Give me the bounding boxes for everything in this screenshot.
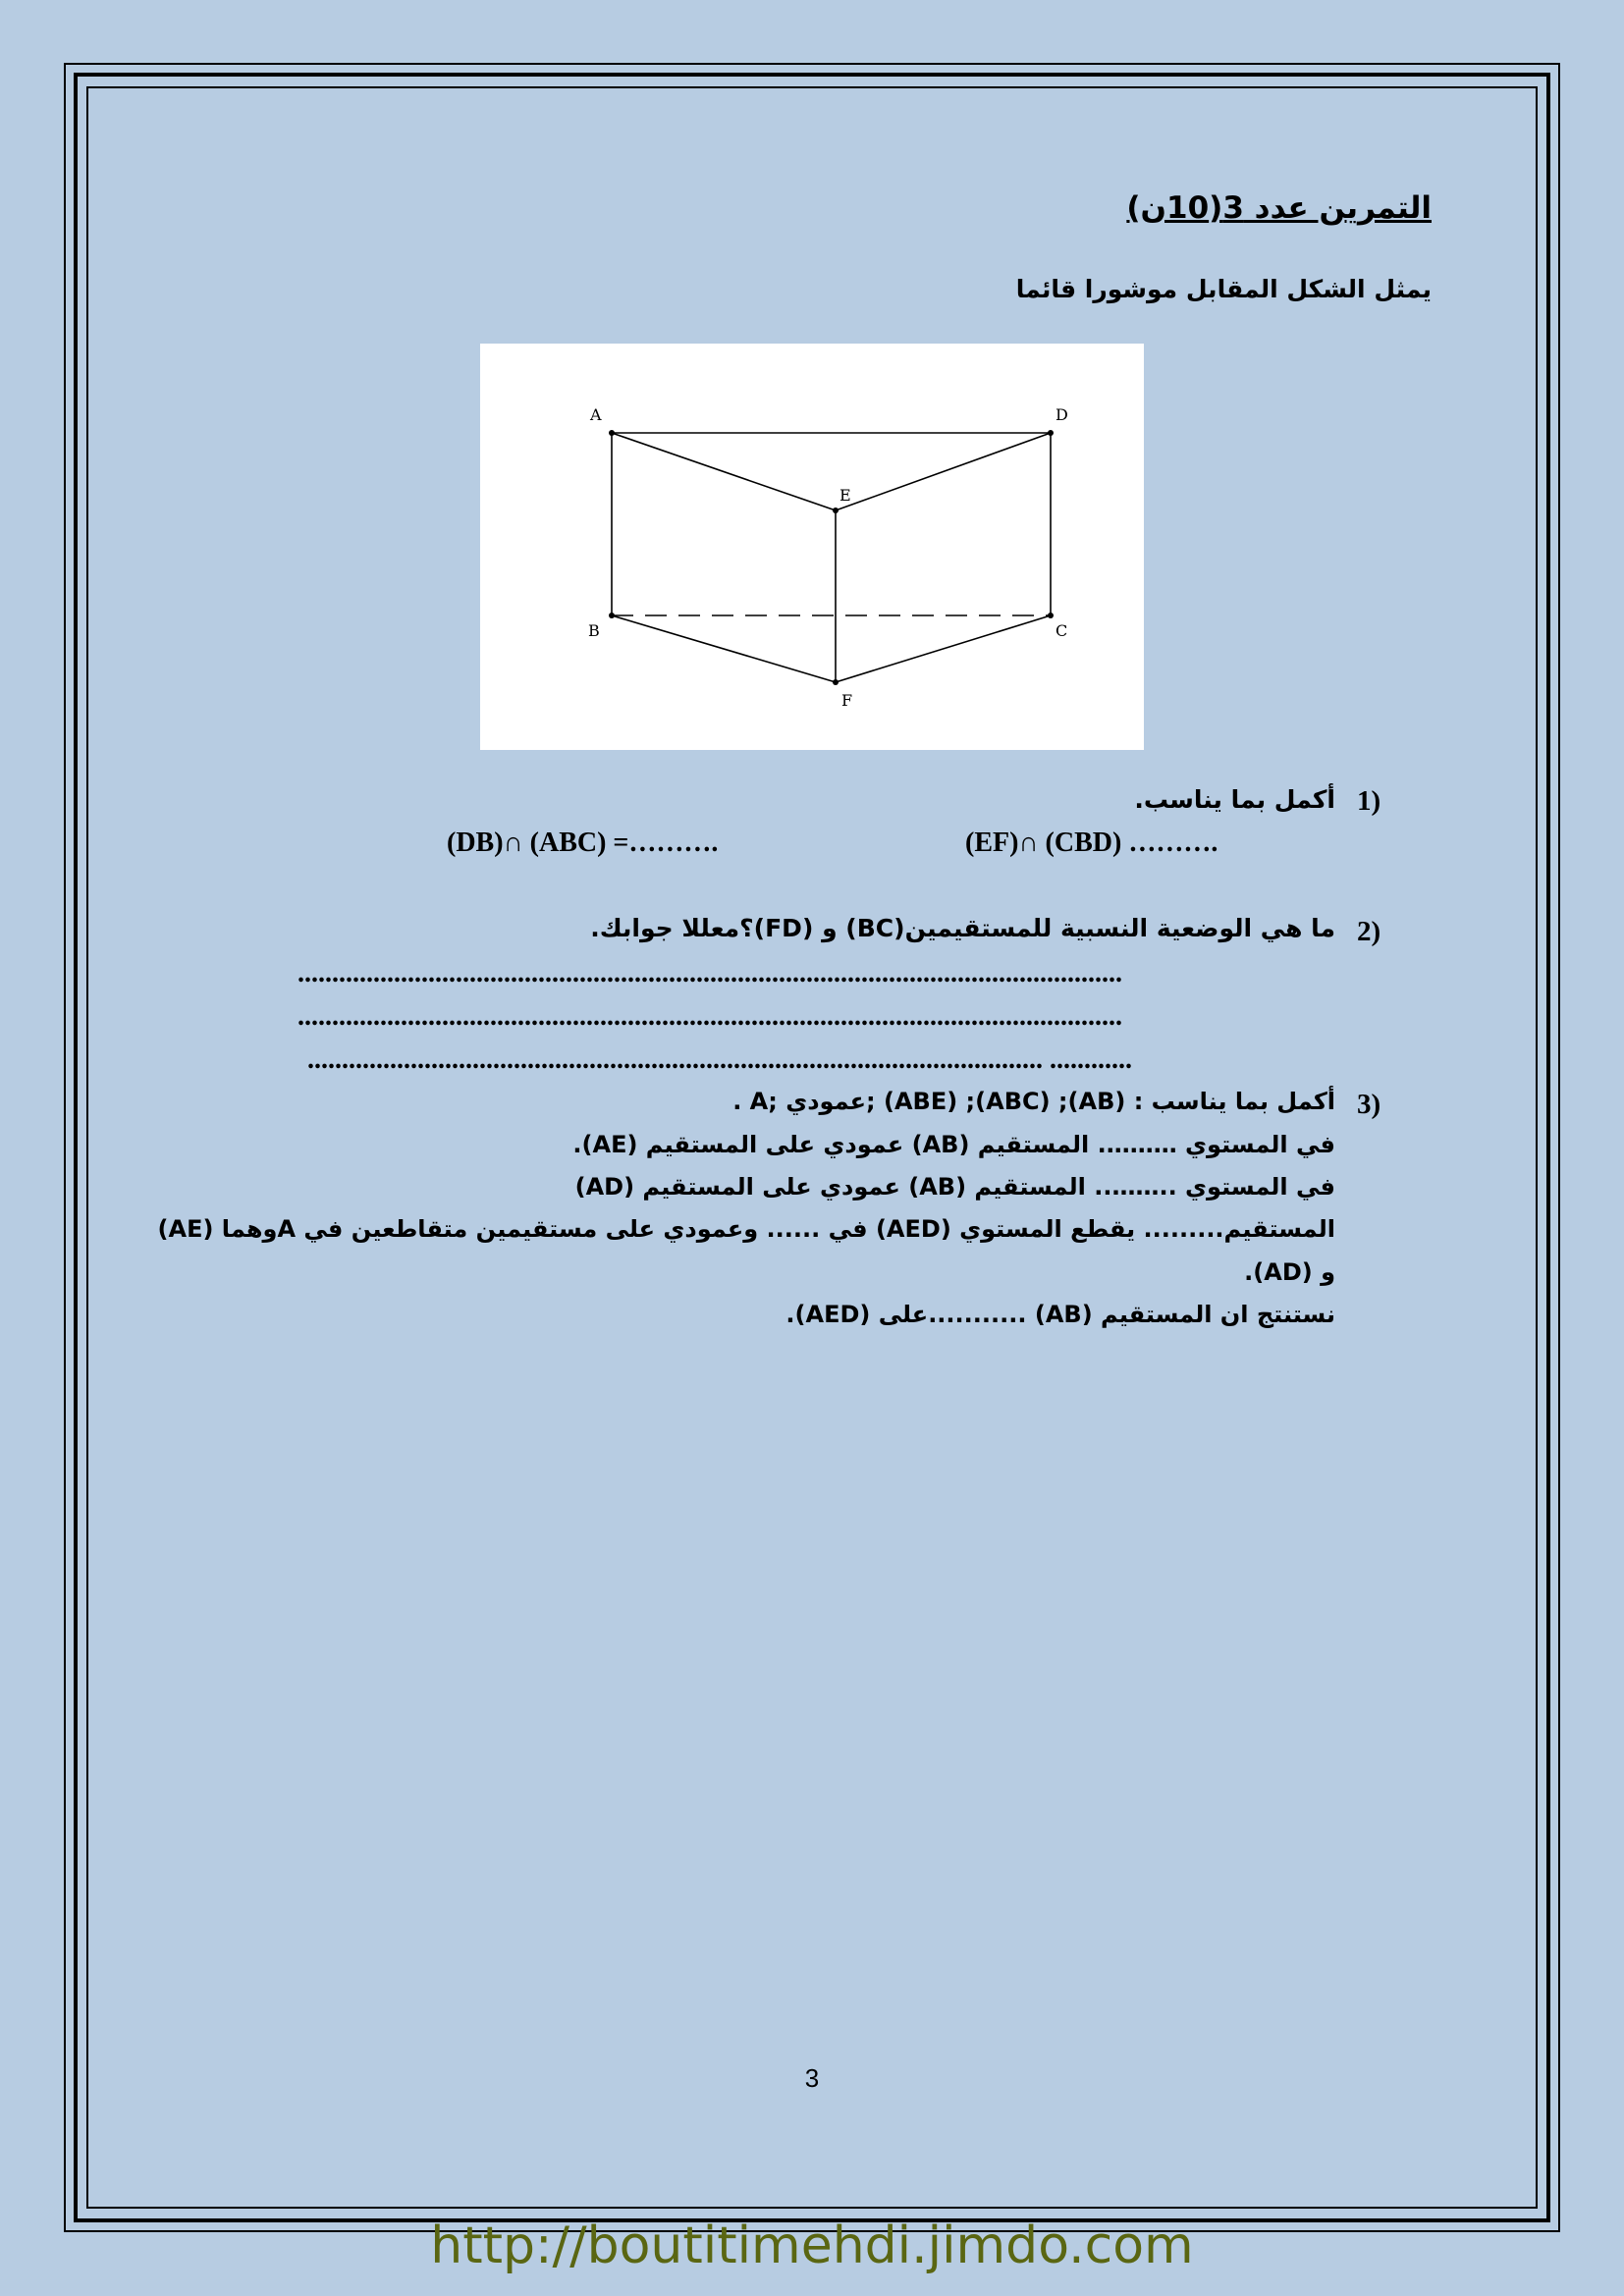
q3-text: أكمل بما يناسب : (AB); (ABC); (ABE) ;عمودي ;A . xyxy=(732,1088,1335,1115)
label-A: A xyxy=(590,405,602,424)
q3-line-1: في المستوي ………. المستقيم (AB) عمودي على المستقيم (AE). xyxy=(572,1131,1335,1158)
label-D: D xyxy=(1056,405,1068,424)
page-number: 3 xyxy=(804,2063,820,2093)
q3-line-2: في المستوي ..…….. المستقيم (AB) عمودي على المستقيم (AD) xyxy=(574,1173,1335,1201)
q3-number: 3) xyxy=(1357,1089,1381,1120)
answer-line-1: ........................................................................................................................ xyxy=(298,958,1122,988)
prism-figure xyxy=(480,344,1144,750)
prism-diagram xyxy=(480,344,1144,750)
label-C: C xyxy=(1056,621,1068,640)
exercise-intro: يمثل الشكل المقابل موشورا قائما xyxy=(1015,275,1432,303)
q1-expression-left: (DB)∩ (ABC) =………. xyxy=(447,828,719,858)
edge-DE xyxy=(836,433,1051,510)
label-B: B xyxy=(588,621,600,640)
label-E: E xyxy=(839,486,851,505)
edge-BF xyxy=(612,615,836,682)
answer-line-3: ........................................................................................................... ............ xyxy=(307,1044,1132,1075)
edge-CF xyxy=(836,615,1051,682)
q2-text: ما هي الوضعية النسبية للمستقيمين(BC) و (FD)؟معللا جوابك. xyxy=(590,914,1335,942)
footer-url-link[interactable]: http://boutitimehdi.jimdo.com xyxy=(430,2216,1194,2275)
q2-number: 2) xyxy=(1357,916,1381,947)
q1-expression-right: (EF)∩ (CBD) ………. xyxy=(965,828,1218,858)
q3-line-3: المستقيم......... يقطع المستوي (AED) في ...... وعمودي على مستقيمين متقاطعين في Aوهما (AE) xyxy=(157,1215,1335,1243)
q1-text: أكمل بما يناسب. xyxy=(1134,785,1335,814)
q1-number: 1) xyxy=(1357,785,1381,817)
edge-AE xyxy=(612,433,836,510)
exercise-title: التمرين عدد 3(10ن) xyxy=(1126,190,1432,226)
q3-line-4: و (AD). xyxy=(1244,1258,1335,1286)
label-F: F xyxy=(841,691,853,710)
answer-line-2: ........................................................................................................................ xyxy=(298,1001,1122,1032)
q3-line-5: نستنتج ان المستقيم (AB) ...........على (AED). xyxy=(785,1301,1335,1328)
